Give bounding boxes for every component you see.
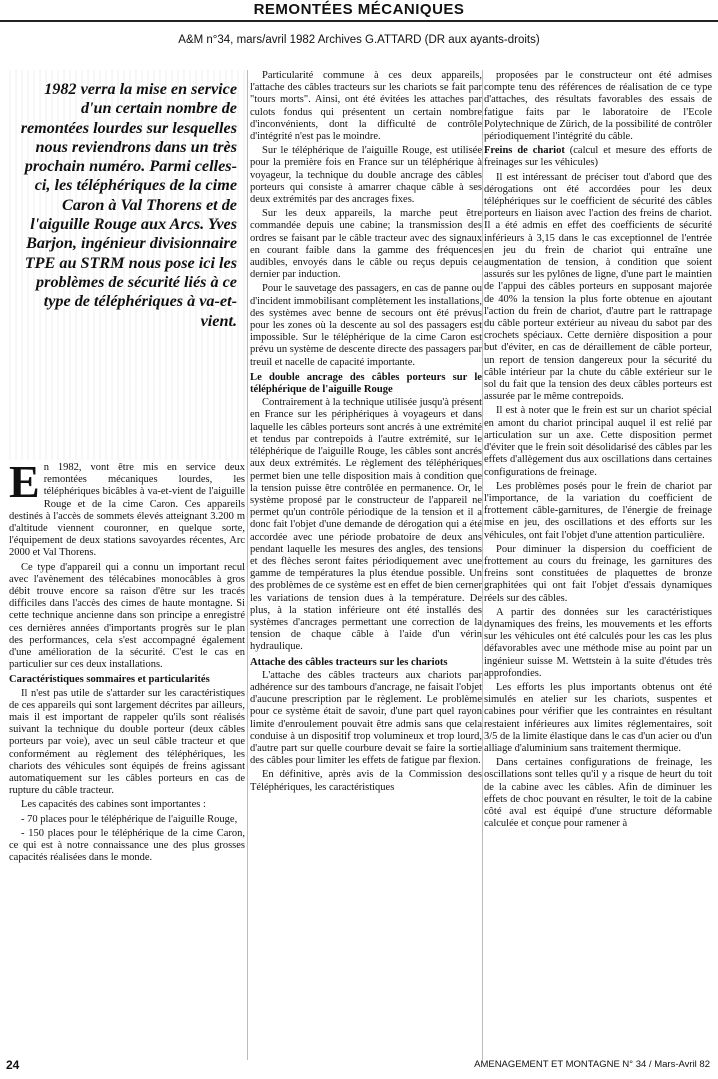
section-title: REMONTÉES MÉCANIQUES [253, 1, 465, 18]
paragraph: Freins de chariot (calcul et mesure des efforts de freinages sur les véhicules) [484, 145, 712, 169]
paragraph: Contrairement à la technique utilisée jusqu'à présent en France sur les périphériques à voyageurs et dans laquelle les câbles porteurs sont ancrés à une extrémité et tendus par contrepoids à l'autre extrémité, sur le téléphérique de l'aiguille Rouge, les câbles sont ancrés aux deux extrémités. Le règlement des téléphériques permet bien une telle disposition mais à condition que la tension puisse être contrôlée en permanence. Or, le système proposé par le constructeur de l'appareil ne permet qu'un contrôle périodique de la tension et il a donc fait l'objet d'une demande de dérogation qui a été accordée avec une période probatoire de deux ans pendant laquelle les mesures des angles, des tensions et des flèches seront faites périodiquement avec une gamme de températures la plus étendue possible. Un des problèmes de ce système est en effet de bien cerner les variations de tension dues à la température. De plus, à la station inférieure ont été installés des systèmes d'ancrages permettant une correction de la tension de chaque câble à l'aide d'un vérin hydraulique. [250, 397, 482, 653]
header-rule [0, 20, 718, 22]
paragraph: Dans certaines configurations de freinage, les oscillations sont telles qu'il y a risque de heurt du toit de la cabine avec les câbles. Afin de diminuer les effets de choc pouvant en résulter, le toit de la cabine côté aval est équipé d'une structure déformable calculée et conçue pour ramener à [484, 757, 712, 830]
paragraph: Les problèmes posés pour le frein de chariot par l'importance, de la variation du coefficient de frottement câble-garnitures, de l'énergie de freinage mise en jeu, des oscillations et des efforts sur les véhicules, ont fait l'objet d'une attention particulière. [484, 480, 712, 541]
paragraph: - 150 places pour le téléphérique de la cime Caron, ce qui est à notre connaissance une des plus grosses capacités réalisées dans le monde. [9, 827, 245, 864]
paragraph: L'attache des câbles tracteurs aux chariots par adhérence sur des tambours d'ancrage, ne faisait l'objet d'aucune prescription par le règlement. Le problème pour ce système était de savoir, d'une part quel rayon limite d'enroulement pouvait être admis sans que cela conduise à un dispositif trop volumineux et trop lourd, d'autre part sur quelle courbure devait se faire la sortie des câbles pour limiter les effets de fatigue par flexion. [250, 669, 482, 767]
article-column-2 [250, 70, 482, 1060]
column-divider [247, 70, 248, 1060]
paragraph: Ce type d'appareil qui a connu un important recul avec l'avènement des télécabines monocâbles à gros débit trouve encore sa raison d'être sur les tracés difficiles dans l'accès des cimes de haute montagne. Si cette technique ancienne dans son principe a enregistré ces dernières années d'importants progrès sur le plan des performances, cela s'est accompagné également d'une amélioration de la sécurité. C'est le cas en particulier sur ces deux installations. [9, 561, 245, 671]
intro-text: 1982 verra la mise en service d'un certain nombre de remontées lourdes sur lesquelles nous reviendrons dans un très prochain numéro. Parmi celles-ci, les téléphériques de la cime Caron à Val Thorens et de l'aiguille Rouge aux Arcs. Yves Barjon, ingénieur divisionnaire TPE au STRM nous pose ici les problèmes de sécurité liés à ce type de téléphériques à va-et-vient. [20, 80, 237, 330]
subheading: Freins de chariot [484, 145, 565, 157]
paragraph: En 1982, vont être mis en service deux remontées mécaniques lourdes, les téléphériques bicâbles à va-et-vient de l'aiguille Rouge et de la cime Caron. Ces appareils destinés à l'accès de sommets élevés atteignant 3.200 m d'altitude viennent couronner, en quelque sorte, l'équipement de deux stations savoyardes récentes, Arc 2000 et Val Thorens. [9, 462, 245, 559]
page-header [0, 0, 718, 22]
page-footer [0, 1055, 718, 1075]
drop-cap: E [9, 462, 40, 507]
subheading: Caractéristiques sommaires et particularités [9, 674, 210, 686]
paragraph: Particularité commune à ces deux appareils, l'attache des câbles tracteurs sur les chariots se fait par "tours morts". Ainsi, ont été évitées les attaches par culots fondus qui présentent un certain nombre d'inconvénients, dont la difficulté de contrôle d'intégrité n'est pas le moindre. [250, 70, 482, 143]
article-column-3 [484, 70, 712, 1060]
paragraph: Les capacités des cabines sont importantes : [21, 799, 206, 811]
paragraph: - 70 places pour le téléphérique de l'aiguille Rouge, [21, 813, 238, 825]
paragraph: Pour le sauvetage des passagers, en cas de panne ou d'incident immobilisant complètement les installations, des systèmes avec benne de secours ont été prévus pour les zones où la descente au sol des passagers est impossible. Sur le téléphérique de la cime Caron est prévu un système de descente directe des passagers par treuil et nacelle de capacité importante. [250, 283, 482, 368]
subheading: Attache des câbles tracteurs sur les chariots [250, 656, 448, 668]
paragraph: A partir des données sur les caractéristiques dynamiques des freins, les mouvements et les efforts sur les véhicules ont été calculés pour les cas les plus défavorables avec une méthode mise au point par un ingénieur suisse M. Wettstein à la suite d'études très approfondies. [484, 606, 712, 679]
page-number: 24 [6, 1058, 20, 1072]
paragraph: proposées par le constructeur ont été admises compte tenu des références de réalisation de ce type d'attaches, des résultats favorables des essais de fatigue faits par le laboratoire de l'Ecole Polytechnique de Zürich, de la possibilité de contrôler périodiquement l'intégrité du câble. [484, 70, 712, 143]
paragraph: En définitive, après avis de la Commission des Téléphériques, les caractéristiques [250, 769, 482, 793]
paragraph: Il est intéressant de préciser tout d'abord que des dérogations ont été accordées pour les deux téléphériques sur le coefficient de sécurité des câbles porteurs en liaison avec l'action des freins de chariot. Il a été admis en effet des coefficients de sécurité inférieurs à 3,15 dans le cas exceptionnel de l'entrée en jeu du frein de chariot qui entraîne une augmentation de tension, à condition que soient assurés sur les pylônes de ligne, d'une part le maintien de l'appui des câbles porteurs en supposant majorée de 40% la tension la plus forte obtenue en ajoutant l'action du frein de chariot, d'autre part le rattrapage du câble porteur extérieur au niveau du sabot par des crochets spéciaux. Cette dernière disposition a pour but d'éviter, en cas de déraillement de câble porteur, un report de tension dangereux pour la sécurité du câble intérieur par la chute du câble extérieur sur le sol du fait que la tension des deux câbles porteurs est assurée par le même contrepoids. [484, 171, 712, 403]
intro-box [9, 70, 245, 460]
column-divider [482, 70, 483, 1060]
article-column-1 [9, 462, 245, 1062]
archive-caption: A&M n°34, mars/avril 1982 Archives G.ATTARD (DR aux ayants-droits) [178, 34, 540, 46]
journal-reference: AMENAGEMENT ET MONTAGNE N° 34 / Mars-Avril 82 [474, 1059, 710, 1070]
paragraph: Sur les deux appareils, la marche peut être commandée depuis une cabine; la transmission des ordres se faisant par le câble tracteur avec des signaux en courant faible dans la gamme des fréquences audibles, envoyés dans le câble ou reçus depuis ce dernier par induction. [250, 208, 482, 281]
paragraph: Il n'est pas utile de s'attarder sur les caractéristiques de ces appareils qui sont largement décrites par ailleurs, mais il est important de rappeler qu'ils sont réalisés suivant la technique du double porteur (deux câbles porteurs par voie), avec un seul câble tracteur et que conformément au règlement des téléphériques, les chariots des véhicules sont équipés de freins agissant automatiquement sur les câbles porteurs en cas de rupture du câble tracteur. [9, 687, 245, 797]
paragraph: Pour diminuer la dispersion du coefficient de frottement au cours du freinage, les garnitures des freins sont constituées de plaquettes de bronze graphitées qui ont fait l'objet d'essais dynamiques réels sur des câbles. [484, 543, 712, 604]
paragraph: Les efforts les plus importants obtenus ont été simulés en atelier sur les chariots, suspentes et cabines pour vérifier que les contraintes en résultant restaient inférieures aux limites réglementaires, soit 3/5 de la limite élastique dans le cas d'un acier ou d'un alliage d'aluminium sans traitement thermique. [484, 681, 712, 754]
paragraph: Il est à noter que le frein est sur un chariot spécial en amont du chariot principal auquel il est relié par articulation sur un axe. Cette disposition permet d'éviter que le frein soit désolidarisé des câbles par les effets d'allègement dus aux oscillations dans certaines configurations de freinage. [484, 405, 712, 478]
subheading: Le double ancrage des câbles porteurs sur le téléphérique de l'aiguille Rouge [250, 371, 482, 396]
paragraph: Sur le téléphérique de l'aiguille Rouge, est utilisée pour la première fois en France sur un téléphérique à voyageur, la technique du double ancrage des câbles porteurs qui consiste à amarrer chaque câble à ses deux extrémités par des ancrages fixes. [250, 145, 482, 206]
